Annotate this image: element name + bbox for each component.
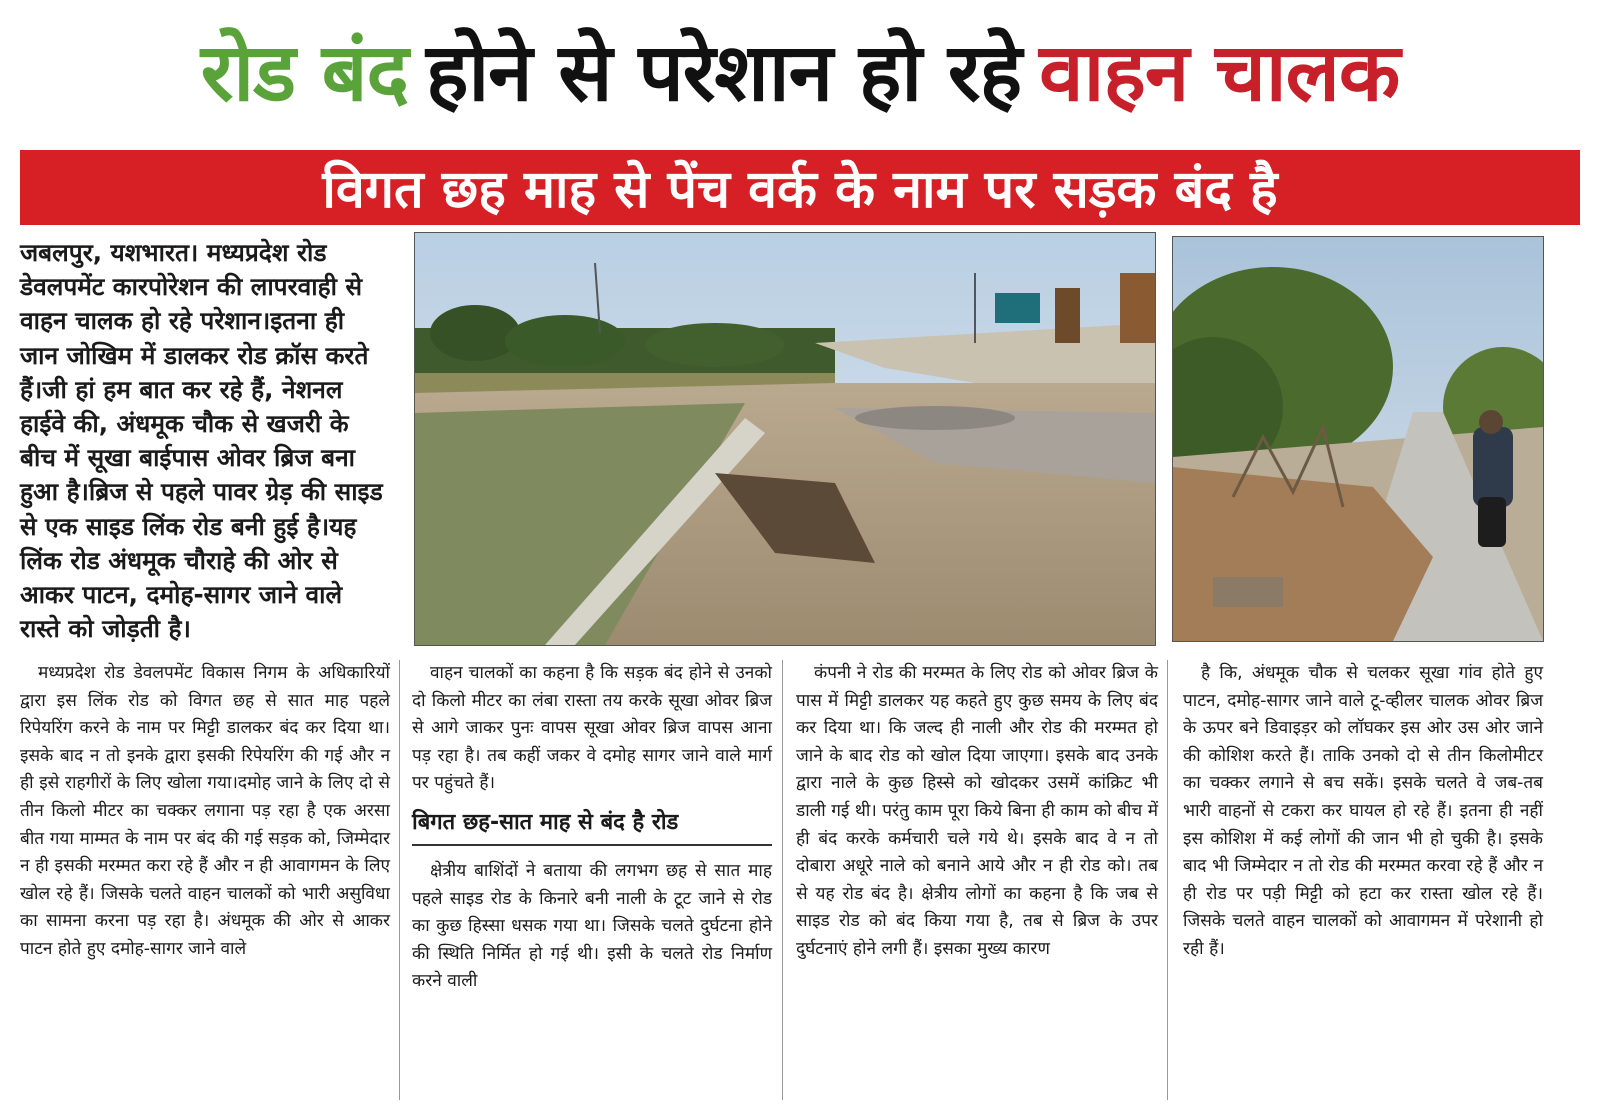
road-damage-photo	[414, 232, 1156, 646]
column-1-text: मध्यप्रदेश रोड डेवलपमेंट विकास निगम के अधिकारियों द्वारा इस लिंक रोड को विगत छह से सात माह पहले रिपेयरिंग करने के नाम पर मिट्टी डालकर बंद कर दिया था। इसके बाद न तो इनके द्वारा इसकी रिपेयरिंग की गई और न ही इसे राहगीरों के लिए खोला गया।दमोह जाने के लिए दो से तीन किलो मीटर का चक्कर लगाना पड़ रहा है एक अरसा बीत गया माम्मत के नाम पर बंद की गई सड़क को, जिम्मेदार न ही इसकी मरम्मत करा रहे हैं और न ही आवागमन के लिए खोल रहे हैं। जिसके चलते वाहन चालकों को भारी असुविधा का सामना करना पड़ रहा है। अंधमूक की ओर से आकर पाटन होते हुए दमोह-सागर जाने वाले	[20, 663, 390, 959]
subheadline-banner: विगत छह माह से पेंच वर्क के नाम पर सड़क बंद है	[20, 150, 1580, 225]
column-2-text-b: क्षेत्रीय बाशिंदों ने बताया की लगभग छह से सात माह पहले साइड रोड के किनारे बनी नाली के टूट जाने से रोड का कुछ हिस्सा धसक गया था। जिसके चलते दुर्घटना होने की स्थिति निर्मित हो गई थी। इसी के चलते रोड निर्माण करने वाली	[412, 860, 772, 992]
column-4-text: है कि, अंधमूक चौक से चलकर सूखा गांव होते हुए पाटन, दमोह-सागर जाने वाले टू-व्हीलर चालक ओवर ब्रिज के ऊपर बने डिवाइड़र को लॉघकर इस ओर उस ओर जाने की कोशिश करते हैं। ताकि उनको दो से तीन किलोमीटर का चक्कर लगाने से बच सकें। इसके चलते वे जब-तब भारी वाहनों से टकरा कर घायल हो रहे हैं। इतना ही नहीं इस कोशिश में कई लोगों की जान भी हो चुकी है। इसके बाद भी जिम्मेदार न तो रोड की मरम्मत करवा रहे हैं और न ही रोड पर पड़ी मिट्टी को हटा कर रास्ता खोल रहे हैं। जिसके चलते वाहन चालकों को आवागमन में परेशानी हो रही हैं।	[1183, 663, 1543, 959]
headline-part-green: रोड बंद	[200, 26, 408, 119]
column-divider-1	[399, 660, 400, 1100]
headline-part-red: वाहन चालक	[1039, 26, 1400, 119]
article-column-2	[412, 660, 772, 996]
headline	[20, 8, 1580, 138]
column-divider-3	[1167, 660, 1168, 1100]
column-2-subheading: बिगत छह-सात माह से बंद है रोड	[412, 808, 772, 846]
column-3-text: कंपनी ने रोड की मरम्मत के लिए रोड को ओवर ब्रिज के पास में मिट्टी डालकर यह कहते हुए कुछ समय के लिए बंद कर दिया था। कि जल्द ही नाली और रोड की मरम्मत हो जाने के बाद रोड को खोल दिया जाएगा। इसके बाद उनके द्वारा नाले के कुछ हिस्से को खोदकर उसमें कांक्रिट भी डाली गई थी। परंतु काम पूरा किये बिना ही काम को बीच में ही बंद करके कर्मचारी चले गये थे। इसके बाद वे न तो दोबारा अधूरे नाले को बनाने आये और न ही रोड को। तब से यह रोड बंद है। क्षेत्रीय लोगों का कहना है कि जब से साइड रोड को बंद किया गया है, तब से ब्रिज के उपर दुर्घटनाएं होने लगी हैं। इसका मुख्य कारण	[796, 663, 1158, 959]
intro-paragraph: जबलपुर, यशभारत। मध्यप्रदेश रोड डेवलपमेंट कारपोरेशन की लापरवाही से वाहन चालक हो रहे परेशान।इतना ही जान जोखिम में डालकर रोड क्रॉस करते हैं।जी हां हम बात कर रहे हैं, नेशनल हाईवे की, अंधमूक चौक से खजरी के बीच में सूखा बाईपास ओवर ब्रिज बना हुआ है।ब्रिज से पहले पावर ग्रेड़ की साइड से एक साइड लिंक रोड बनी हुई है।यह लिंक रोड अंधमूक चौराहे की ओर से आकर पाटन, दमोह-सागर जाने वाले रास्ते को जोड़ती है।	[20, 238, 383, 644]
headline-part-black: होने से परेशान हो रहे	[425, 26, 1022, 119]
road-damage-photo-image	[415, 233, 1155, 645]
article-column-3	[796, 660, 1158, 964]
blocked-road-photo	[1172, 236, 1544, 642]
blocked-road-photo-image	[1173, 237, 1543, 641]
column-2-text-a: वाहन चालकों का कहना है कि सड़क बंद होने से उनको दो किलो मीटर का लंबा रास्ता तय करके सूखा ओवर ब्रिज से आगे जाकर पुनः वापस सूखा ओवर ब्रिज वापस आना पड़ रहा है। तब कहीं जकर वे दमोह सागर जाने वाले मार्ग पर पहुंचते हैं।	[412, 663, 772, 794]
article-column-1	[20, 660, 390, 964]
article-column-4	[1183, 660, 1543, 964]
column-divider-2	[782, 660, 783, 1100]
